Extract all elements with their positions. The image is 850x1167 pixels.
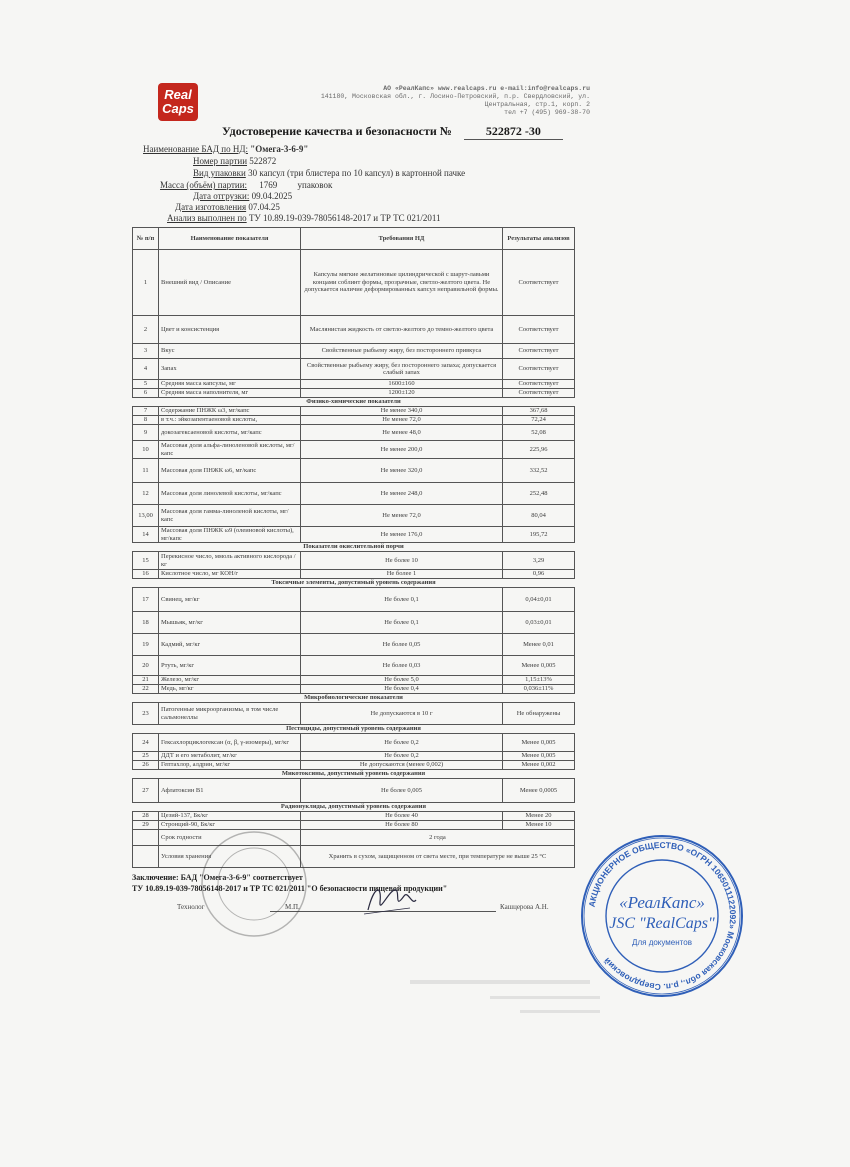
result: 0,96 — [503, 570, 575, 579]
indicator-name: Вкус — [159, 344, 301, 359]
requirement: Не более 40 — [301, 812, 503, 821]
col-header-number: № п/п — [133, 228, 159, 250]
result: Соответствует — [503, 380, 575, 389]
table-row — [133, 634, 575, 656]
row-number: 18 — [133, 612, 159, 634]
requirement: Свойственные рыбьему жиру, без постороннего привкуса — [301, 344, 503, 359]
requirement: Не менее 340,0 — [301, 407, 503, 416]
row-number: 17 — [133, 588, 159, 612]
indicator-name: Массовая доля альфа-линоленовой кислоты, мг/капс — [159, 441, 301, 459]
svg-text:JSC "RealCaps": JSC "RealCaps" — [609, 915, 715, 932]
document-title: Удостоверение качества и безопасности № 522872 -30 — [222, 124, 563, 140]
row-number: 23 — [133, 703, 159, 725]
table-row — [133, 389, 575, 398]
row-number: 13,00 — [133, 505, 159, 527]
indicator-name: Массовая доля ПНЖК ω6, мг/капс — [159, 459, 301, 483]
info-manufacture-date: Дата изготовления 07.04.25 — [175, 202, 280, 212]
table-row — [133, 812, 575, 821]
table-section-row — [133, 725, 575, 734]
signatory-name: Кашцерова А.Н. — [500, 903, 549, 911]
row-number: 4 — [133, 359, 159, 380]
row-number: 8 — [133, 416, 159, 425]
requirement: Не более 0,2 — [301, 734, 503, 752]
result: 72,24 — [503, 416, 575, 425]
row-number: 5 — [133, 380, 159, 389]
result: 0,03±0,01 — [503, 612, 575, 634]
row-number: 29 — [133, 821, 159, 830]
requirement: Не более 80 — [301, 821, 503, 830]
table-row — [133, 676, 575, 685]
table-row — [133, 380, 575, 389]
svg-text:АКЦИОНЕРНОЕ ОБЩЕСТВО «ОГРН 106: АКЦИОНЕРНОЕ ОБЩЕСТВО «ОГРН 1065011122092» Московская обл., р.п. Свердловский — [586, 839, 739, 993]
table-section-row — [133, 398, 575, 407]
requirement: Не менее 200,0 — [301, 441, 503, 459]
section-title: Микробиологические показатели — [133, 694, 575, 703]
result: Менее 20 — [503, 812, 575, 821]
table-row — [133, 761, 575, 770]
row-number: 25 — [133, 752, 159, 761]
result: Менее 0,01 — [503, 634, 575, 656]
company-line: АО «РеалКапс» www.realcaps.ru e-mail:info@realcaps.ru — [383, 85, 590, 92]
table-row — [133, 703, 575, 725]
requirement: Не допускаются (менее 0,002) — [301, 761, 503, 770]
requirement: Не более 0,1 — [301, 612, 503, 634]
col-header-indicator: Наименование показателя — [159, 228, 301, 250]
table-row — [133, 505, 575, 527]
indicator-name: Цвет и консистенция — [159, 316, 301, 344]
indicator-name: Массовая доля гамма-линоленой кислоты, мг/капс — [159, 505, 301, 527]
table-section-row — [133, 694, 575, 703]
requirement: Не более 0,1 — [301, 588, 503, 612]
indicator-name: Запах — [159, 359, 301, 380]
result: 80,04 — [503, 505, 575, 527]
info-analysis-standard: Анализ выполнен по ТУ 10.89.19-039-78056148-2017 и ТР ТС 021/2011 — [167, 213, 441, 223]
table-row — [133, 552, 575, 570]
requirement: 1200±120 — [301, 389, 503, 398]
paper-show-through — [400, 970, 620, 1030]
table-row — [133, 685, 575, 694]
faint-round-stamp — [198, 828, 310, 940]
table-row — [133, 425, 575, 441]
indicator-name: ДДТ и его метаболит, мг/кг — [159, 752, 301, 761]
indicator-name: Медь, мг/кг — [159, 685, 301, 694]
address-line: 141180, Московская обл., г. Лосино-Петровский, п.р. Свердловский, ул. — [320, 93, 590, 100]
col-header-requirements: Требования НД — [301, 228, 503, 250]
table-row — [133, 316, 575, 344]
section-title: Физико-химические показатели — [133, 398, 575, 407]
indicator-name: Афлатоксин В1 — [159, 779, 301, 803]
indicator-name: Ртуть, мг/кг — [159, 656, 301, 676]
indicator-name: Мышьяк, мг/кг — [159, 612, 301, 634]
indicator-name: Цезий-137, Бк/кг — [159, 812, 301, 821]
requirement: Хранить в сухом, защищенном от света месте, при температуре не выше 25 °С — [301, 846, 575, 868]
requirement: Не более 0,4 — [301, 685, 503, 694]
table-row — [133, 527, 575, 543]
row-number — [133, 846, 159, 868]
section-title: Микотоксины, допустимый уровень содержания — [133, 770, 575, 779]
result: Соответствует — [503, 250, 575, 316]
phone-line: тел +7 (495) 969-38-70 — [504, 109, 590, 116]
result: 367,68 — [503, 407, 575, 416]
quality-table — [132, 227, 575, 868]
row-number: 16 — [133, 570, 159, 579]
handwritten-signature — [360, 880, 420, 920]
result: Соответствует — [503, 359, 575, 380]
table-row — [133, 752, 575, 761]
result: 0,04±0,01 — [503, 588, 575, 612]
result: Менее 0,005 — [503, 656, 575, 676]
company-logo: Real Caps — [158, 83, 198, 121]
indicator-name: Массовая доля ПНЖК ω9 (олеиновой кислоты), мг/капс — [159, 527, 301, 543]
row-number: 10 — [133, 441, 159, 459]
row-number: 1 — [133, 250, 159, 316]
row-number: 14 — [133, 527, 159, 543]
result: Соответствует — [503, 389, 575, 398]
row-number: 11 — [133, 459, 159, 483]
address-line-2: Центральная, стр.1, корп. 2 — [484, 101, 590, 108]
requirement: Капсулы мягкие желатиновые цилиндрической с шарут-лавьми концами соблинт формы, прозрачные, светло-желтого цвета. Не допускается наличие деформированных капсул неправильной формы. — [301, 250, 503, 316]
table-section-row — [133, 803, 575, 812]
row-number: 27 — [133, 779, 159, 803]
section-title: Токсичные элементы, допустимый уровень содержания — [133, 579, 575, 588]
table-row — [133, 250, 575, 316]
requirement: Не более 10 — [301, 552, 503, 570]
result: Менее 0,005 — [503, 752, 575, 761]
table-row — [133, 779, 575, 803]
indicator-name: Гексахлорциклогексан (α, β, γ-изомеры), мг/кг — [159, 734, 301, 752]
company-header — [300, 85, 590, 117]
table-row — [133, 656, 575, 676]
requirement: Не менее 176,0 — [301, 527, 503, 543]
row-number: 26 — [133, 761, 159, 770]
requirement: Не более 5,0 — [301, 676, 503, 685]
info-shipment-date: Дата отгрузки: 09.04.2025 — [193, 191, 293, 201]
table-section-row — [133, 770, 575, 779]
table-row — [133, 407, 575, 416]
indicator-name: Патогенные микроорганизмы, в том числе сальмонеллы — [159, 703, 301, 725]
table-header-row — [133, 228, 575, 250]
requirement: Не более 0,005 — [301, 779, 503, 803]
seal-place-mark: М.П. — [285, 903, 300, 911]
row-number: 7 — [133, 407, 159, 416]
requirement: 1600±160 — [301, 380, 503, 389]
result: 195,72 — [503, 527, 575, 543]
row-number: 21 — [133, 676, 159, 685]
row-number: 22 — [133, 685, 159, 694]
info-packaging: Вид упаковки 30 капсул (три блистера по 10 капсул) в картонной пачке — [193, 168, 466, 178]
indicator-name: Средняя масса капсулы, мг — [159, 380, 301, 389]
indicator-name: Срок годности — [159, 830, 301, 846]
svg-text:«РеалКапс»: «РеалКапс» — [619, 893, 705, 912]
result: 252,48 — [503, 483, 575, 505]
row-number: 24 — [133, 734, 159, 752]
table-row — [133, 612, 575, 634]
requirement: Не менее 48,0 — [301, 425, 503, 441]
table-row — [133, 570, 575, 579]
indicator-name: Кадмий, мг/кг — [159, 634, 301, 656]
requirement: Не менее 72,0 — [301, 416, 503, 425]
result: Соответствует — [503, 316, 575, 344]
indicator-name: Кислотное число, мг КОН/г — [159, 570, 301, 579]
indicator-name: в т.ч.: эйкозапентаеновой кислоты, — [159, 416, 301, 425]
indicator-name: Массовая доля линолевой кислоты, мг/капс — [159, 483, 301, 505]
result: Соответствует — [503, 344, 575, 359]
indicator-name: Перекисное число, ммоль активного кислорода /кг — [159, 552, 301, 570]
indicator-name: Условия хранения — [159, 846, 301, 868]
info-batch: Номер партии 522872 — [193, 156, 277, 166]
requirement: Не более 1 — [301, 570, 503, 579]
indicator-name: Гептахлор, алдрин, мг/кг — [159, 761, 301, 770]
indicator-name: Свинец, мг/кг — [159, 588, 301, 612]
result: 332,52 — [503, 459, 575, 483]
table-section-row — [133, 543, 575, 552]
result: Менее 0,002 — [503, 761, 575, 770]
result: Менее 10 — [503, 821, 575, 830]
row-number: 28 — [133, 812, 159, 821]
result: Менее 0,005 — [503, 734, 575, 752]
result: 52,08 — [503, 425, 575, 441]
svg-text:Для документов: Для документов — [632, 938, 692, 947]
requirement: Не менее 320,0 — [301, 459, 503, 483]
requirement: Не более 0,2 — [301, 752, 503, 761]
table-row — [133, 483, 575, 505]
conclusion: Заключение: БАД "Омега-3-6-9" соответствует ТУ 10.89.19-039-78056148-2017 и ТР ТС 021/2011 "О безопасности пищевой продукции" — [132, 873, 448, 893]
result: Не обнаружены — [503, 703, 575, 725]
col-header-results: Результаты анализов — [503, 228, 575, 250]
row-number: 20 — [133, 656, 159, 676]
section-title: Показатели окислительной порчи — [133, 543, 575, 552]
indicator-name: Содержание ПНЖК ω3, мг/капс — [159, 407, 301, 416]
indicator-name: Стронций-90, Бк/кг — [159, 821, 301, 830]
result: 225,96 — [503, 441, 575, 459]
row-number: 9 — [133, 425, 159, 441]
row-number: 6 — [133, 389, 159, 398]
requirement: Свойственные рыбьему жиру, без постороннего запаха; допускается слабый запах — [301, 359, 503, 380]
row-number: 19 — [133, 634, 159, 656]
section-title: Пестициды, допустимый уровень содержания — [133, 725, 575, 734]
result: 3,29 — [503, 552, 575, 570]
table-row — [133, 459, 575, 483]
requirement: Не допускаются в 10 г — [301, 703, 503, 725]
row-number: 15 — [133, 552, 159, 570]
signature-role: Технолог — [177, 903, 205, 911]
requirement: Не менее 248,0 — [301, 483, 503, 505]
table-row — [133, 416, 575, 425]
info-batch-mass: Масса (объём) партии: 1769 упаковок — [160, 180, 333, 190]
result: 0,036±11% — [503, 685, 575, 694]
table-section-row — [133, 579, 575, 588]
row-number: 12 — [133, 483, 159, 505]
requirement: 2 года — [301, 830, 575, 846]
result: Менее 0,0005 — [503, 779, 575, 803]
row-number: 2 — [133, 316, 159, 344]
row-number: 3 — [133, 344, 159, 359]
table-row — [133, 441, 575, 459]
row-number — [133, 830, 159, 846]
indicator-name: докозагексаеновой кислоты, мг/капс — [159, 425, 301, 441]
requirement: Маслянистая жидкость от светло-желтого до темно-желтого цвета — [301, 316, 503, 344]
result: 1,15±13% — [503, 676, 575, 685]
section-title: Радионуклиды, допустимый уровень содержания — [133, 803, 575, 812]
indicator-name: Средняя масса наполнителя, мг — [159, 389, 301, 398]
indicator-name: Внешний вид / Описание — [159, 250, 301, 316]
indicator-name: Железо, мг/кг — [159, 676, 301, 685]
requirement: Не менее 72,0 — [301, 505, 503, 527]
requirement: Не более 0,03 — [301, 656, 503, 676]
table-row — [133, 344, 575, 359]
info-product: Наименование БАД по НД: "Омега-3-6-9" — [143, 144, 309, 154]
table-row — [133, 359, 575, 380]
certificate-number: 522872 -30 — [464, 124, 563, 140]
table-row — [133, 588, 575, 612]
table-row — [133, 734, 575, 752]
requirement: Не более 0,05 — [301, 634, 503, 656]
